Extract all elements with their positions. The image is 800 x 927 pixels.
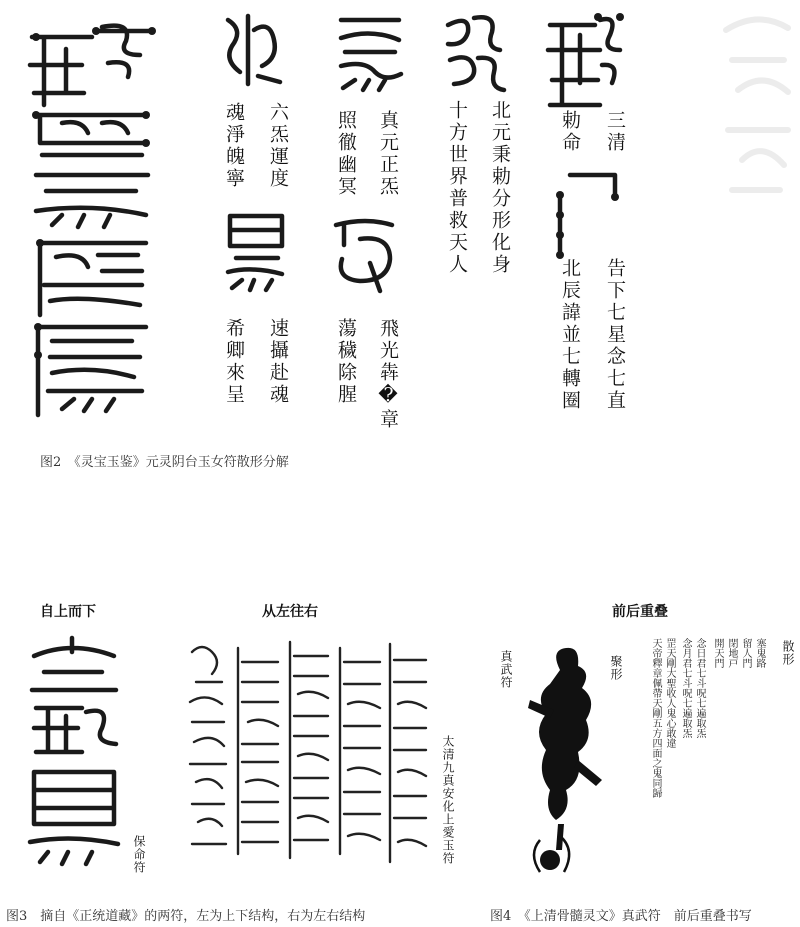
dispersed-col-3: 閉地戸 [726, 638, 737, 668]
annotation-susheng: 速攝赴魂 [267, 318, 289, 406]
label-juxing: 聚形 [609, 655, 623, 681]
annotation-beiyuan: 北元秉勅分形化身 [489, 100, 511, 276]
figure-3-title-left: 自上而下 [40, 604, 96, 620]
figure-2-caption: 图2 《灵宝玉鉴》元灵阴台玉女符散形分解 [40, 455, 289, 470]
label-sanxing: 散形 [781, 640, 795, 666]
label-taiqing: 太清九真安化上愛玉符 [441, 735, 455, 865]
label-baoming: 保命符 [132, 835, 146, 874]
annotation-zhenyuan: 真元正炁 [377, 110, 399, 198]
dispersed-col-2: 留人門 [740, 638, 751, 668]
talisman-fragment-zhaoche [330, 215, 400, 295]
talisman-fragment-beiyuan [440, 10, 510, 100]
annotation-liuqi: 六炁運度 [267, 102, 289, 190]
talisman-taiqing [182, 632, 432, 872]
talisman-fragment-hunjing [222, 210, 292, 300]
annotation-zhaoche: 照徹幽冥 [335, 110, 357, 198]
dispersed-col-5: 念日君七斗呪七遍取炁 [694, 638, 705, 738]
dispersed-col-4: 開天門 [712, 638, 723, 668]
dispersed-col-8: 天帝釋章佩帶天剛五方四面之鬼同歸 [650, 638, 661, 798]
annotation-gaoxia: 告下七星念七直 [604, 258, 626, 412]
annotation-dangwei: 蕩穢除腥 [335, 318, 357, 406]
annotation-feiguang: 飛光犇�章 [377, 318, 399, 431]
figure-4-title: 前后重叠 [612, 604, 668, 620]
annotation-chiming: 勅命 [559, 110, 581, 154]
annotation-xiqing: 希卿來呈 [223, 318, 245, 406]
figure-4-caption: 图4 《上清骨髓灵文》真武符 前后重叠书写 [490, 909, 752, 924]
dispersed-col-1: 塞鬼路 [754, 638, 765, 668]
dispersed-columns [648, 632, 778, 877]
dispersed-col-7: 罡天剛大聖收人鬼心敢違 [664, 638, 675, 748]
talisman-zhenwu-merged [520, 640, 610, 880]
label-zhenwu: 真武符 [499, 650, 513, 689]
talisman-fragment-liuqi [218, 10, 288, 90]
dispersed-col-6: 念月君七斗呪七遍取炁 [680, 638, 691, 738]
talisman-baoming [22, 632, 132, 892]
figure-3-caption: 图3 摘自《正统道藏》的两符，左为上下结构，右为左右结构 [6, 909, 366, 924]
watermark-seal-glyph [718, 0, 798, 200]
talisman-main-yutai [22, 15, 162, 425]
annotation-hunjing: 魂淨魄寧 [223, 102, 245, 190]
figure-3-title-right: 从左往右 [262, 604, 318, 620]
annotation-sanqing: 三清 [604, 110, 626, 154]
annotation-shifang: 十方世界普救天人 [446, 100, 468, 276]
talisman-fragment-zhenyuan [335, 8, 405, 98]
annotation-beichen: 北辰諱並七轉圈 [559, 258, 581, 412]
